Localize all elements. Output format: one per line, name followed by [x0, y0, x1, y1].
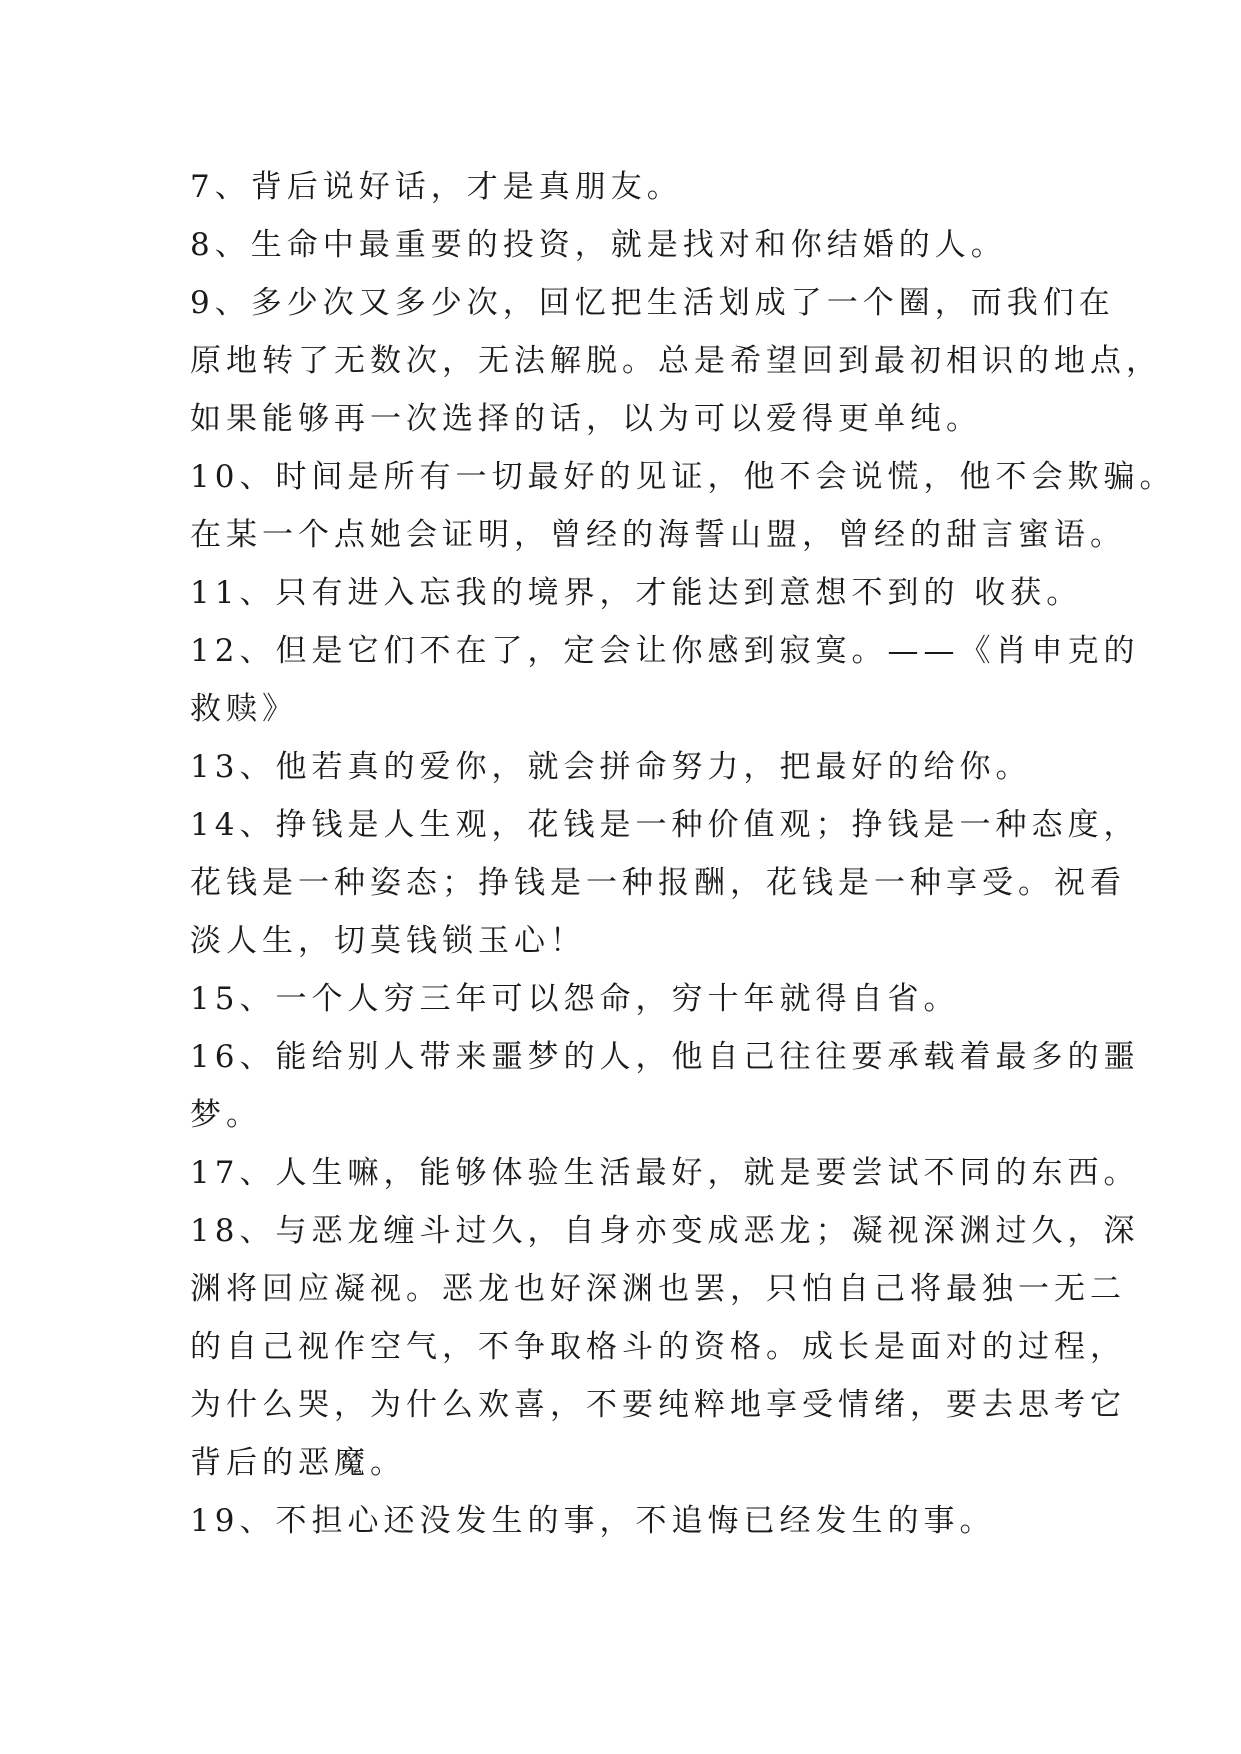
quote-line: 10、时间是所有一切最好的见证，他不会说慌，他不会欺骗。 [190, 459, 1176, 495]
quote-line: 原地转了无数次，无法解脱。总是希望回到最初相识的地点， [190, 343, 1162, 379]
quote-item-16 [190, 1028, 1140, 1144]
quote-line: 的自己视作空气，不争取格斗的资格。成长是面对的过程， [190, 1329, 1126, 1365]
quote-line: 背后的恶魔。 [190, 1445, 406, 1481]
quote-line: 梦。 [190, 1097, 262, 1133]
quote-line: 渊将回应凝视。恶龙也好深渊也罢，只怕自己将最独一无二 [190, 1271, 1126, 1307]
quote-line: 9、多少次又多少次，回忆把生活划成了一个圈，而我们在 [190, 285, 1115, 321]
quote-line: 13、他若真的爱你，就会拼命努力，把最好的给你。 [190, 749, 1032, 785]
quote-line: 19、不担心还没发生的事，不追悔已经发生的事。 [190, 1503, 996, 1539]
quote-line: 14、挣钱是人生观，花钱是一种价值观；挣钱是一种态度， [190, 807, 1140, 843]
quote-line: 11、只有进入忘我的境界，才能达到意想不到的 收获。 [190, 575, 1083, 611]
quote-line: 在某一个点她会证明，曾经的海誓山盟，曾经的甜言蜜语。 [190, 517, 1126, 553]
quote-item-13 [190, 738, 1070, 796]
quote-line: 如果能够再一次选择的话，以为可以爱得更单纯。 [190, 401, 982, 437]
quote-item-11 [190, 564, 1083, 622]
quote-line: 8、生命中最重要的投资，就是找对和你结婚的人。 [190, 227, 1007, 263]
quote-line: 救赎》 [190, 691, 298, 727]
quote-line: 18、与恶龙缠斗过久，自身亦变成恶龙；凝视深渊过久，深 [190, 1213, 1140, 1249]
quote-item-15 [190, 970, 1070, 1028]
quote-item-17 [190, 1144, 1140, 1202]
quote-item-7 [190, 158, 1070, 216]
quote-line: 淡人生，切莫钱锁玉心！ [190, 923, 586, 959]
quote-item-10 [190, 448, 1176, 564]
quote-item-18 [190, 1202, 1140, 1492]
quote-line: 为什么哭，为什么欢喜，不要纯粹地享受情绪，要去思考它 [190, 1387, 1126, 1423]
quote-item-9 [190, 274, 1162, 448]
quote-line: 花钱是一种姿态；挣钱是一种报酬，花钱是一种享受。祝看 [190, 865, 1126, 901]
quote-item-8 [190, 216, 1070, 274]
quote-item-19 [190, 1492, 1070, 1550]
quote-list [190, 158, 1176, 1550]
quote-line: 17、人生嘛，能够体验生活最好，就是要尝试不同的东西。 [190, 1155, 1140, 1191]
quote-item-12 [190, 622, 1140, 738]
quote-line: 7、背后说好话，才是真朋友。 [190, 169, 683, 205]
quote-line: 12、但是它们不在了，定会让你感到寂寞。——《肖申克的 [190, 633, 1140, 669]
quote-line: 16、能给别人带来噩梦的人，他自己往往要承载着最多的噩 [190, 1039, 1140, 1075]
quote-line: 15、一个人穷三年可以怨命，穷十年就得自省。 [190, 981, 960, 1017]
quote-item-14 [190, 796, 1140, 970]
